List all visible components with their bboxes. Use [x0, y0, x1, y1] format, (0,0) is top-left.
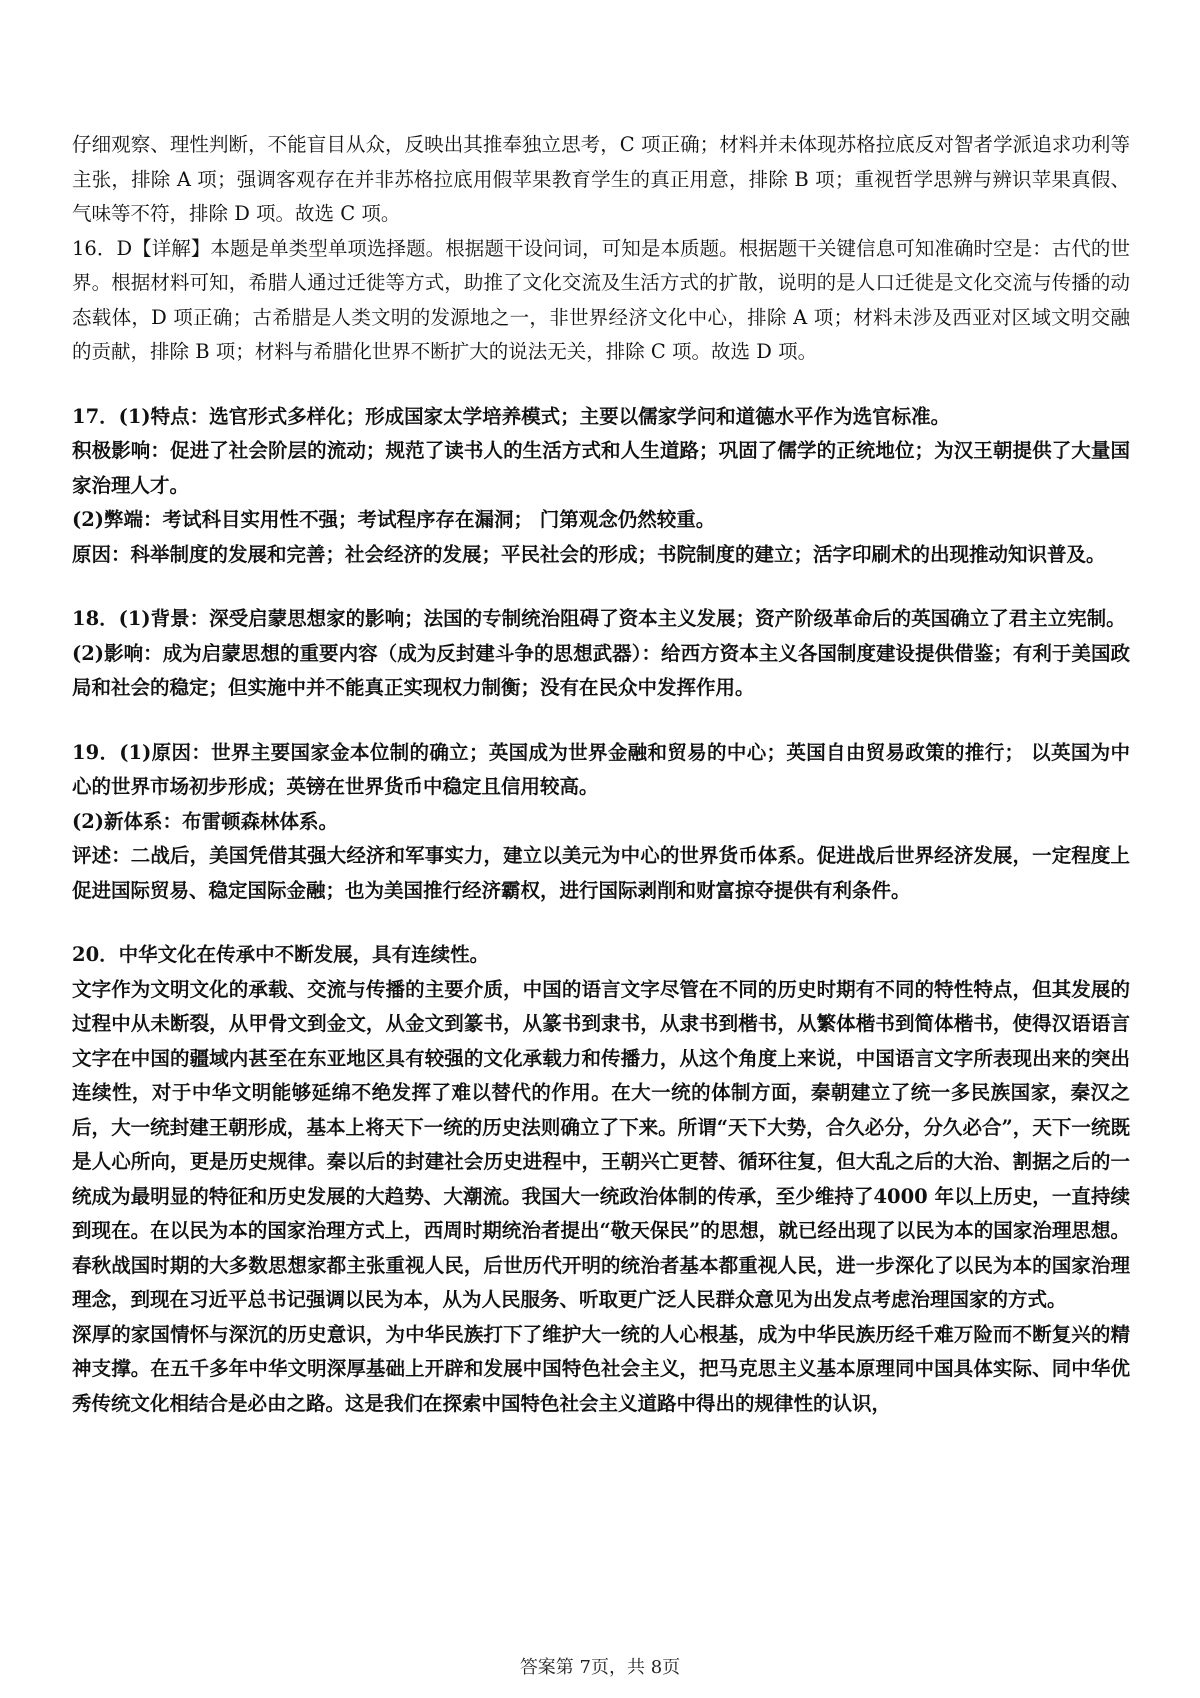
- section-gap: [72, 706, 1130, 736]
- q18-part2-impact: (2)影响：成为启蒙思想的重要内容（成为反封建斗争的思想武器）：给西方资本主义各国制度建设提供借鉴；有利于美国政局和社会的稳定；但实施中并不能真正实现权力制衡；没有在民众中发挥作用。: [72, 641, 1130, 699]
- q19-part2-new-system: (2)新体系：布雷顿森林体系。: [72, 809, 339, 833]
- q20-conclusion: 深厚的家国情怀与深沉的历史意识，为中华民族打下了维护大一统的人心根基，成为中华民族历经千难万险而不断复兴的精神支撑。在五千多年中华文明深厚基础上开辟和发展中国特色社会主义，把马克思主义基本原理同中国具体实际、同中华优秀传统文化相结合是必由之路。这是我们在探索中国特色社会主义道路中得出的规律性的认识，: [72, 1322, 1130, 1415]
- q16-answer: 16．D【详解】本题是单类型单项选择题。根据题干设问词，可知是本质题。根据题干关键信息可知准确时空是：古代的世界。根据材料可知，希腊人通过迁徙等方式，助推了文化交流及生活方式的扩散，说明的是人口迁徙是文化交流与传播的动态载体，D 项正确；古希腊是人类文明的发源地之一，非世界经济文化中心，排除 A 项；材料未涉及西亚对区域文明交融的贡献，排除 B 项；材料与希腊化世界不断扩大的说法无关，排除 C 项。故选 D 项。: [72, 236, 1130, 363]
- section-gap: [72, 370, 1130, 400]
- q19-part2-comment: 评述：二战后，美国凭借其强大经济和军事实力，建立以美元为中心的世界货币体系。促进战后世界经济发展，一定程度上促进国际贸易、稳定国际金融；也为美国推行经济霸权，进行国际剥削和财富掠夺提供有利条件。: [72, 844, 1130, 902]
- answer-page-body: [72, 128, 1130, 1421]
- q15-answer-continued: 仔细观察、理性判断，不能盲目从众，反映出其推奉独立思考，C 项正确；材料并未体现苏格拉底反对智者学派追求功利等主张，排除 A 项；强调客观存在并非苏格拉底用假苹果教育学生的真正用意，排除 B 项；重视哲学思辨与辨识苹果真假、气味等不符，排除 D 项。故选 C 项。: [72, 133, 1130, 225]
- q17-part2-drawbacks: (2)弊端：考试科目实用性不强；考试程序存在漏洞； 门第观念仍然较重。: [72, 508, 716, 531]
- section-gap: [72, 908, 1130, 938]
- page-footer: 答案第 7页，共 8页: [519, 1657, 681, 1678]
- q19-part1-reasons: 19．(1)原因：世界主要国家金本位制的确立；英国成为世界金融和贸易的中心；英国自由贸易政策的推行； 以英国为中心的世界市场初步形成；英镑在世界货币中稳定且信用较高。: [72, 740, 1130, 798]
- q20-thesis: 20．中华文化在传承中不断发展，具有连续性。: [72, 943, 490, 966]
- q17-part1-features: 17．(1)特点：选官形式多样化；形成国家太学培养模式；主要以儒家学问和道德水平作为选官标准。: [72, 404, 951, 428]
- q17-part1-impact: 积极影响：促进了社会阶层的流动；规范了读书人的生活方式和人生道路；巩固了儒学的正统地位；为汉王朝提供了大量国家治理人才。: [72, 439, 1130, 497]
- q20-argument: 文字作为文明文化的承载、交流与传播的主要介质，中国的语言文字尽管在不同的历史时期有不同的特性特点，但其发展的过程中从未断裂，从甲骨文到金文，从金文到篆书，从篆书到隶书，从隶书到楷书，从繁体楷书到简体楷书，使得汉语语言文字在中国的疆域内甚至在东亚地区具有较强的文化承载力和传播力，从这个角度上来说，中国语言文字所表现出来的突出连续性，对于中华文明能够延绵不绝发挥了难以替代的作用。在大一统的体制方面，秦朝建立了统一多民族国家，秦汉之后，大一统封建王朝形成，基本上将天下一统的历史法则确立了下来。所谓“天下大势，合久必分，分久必合”，天下一统既是人心所向，更是历史规律。秦以后的封建社会历史进程中，王朝兴亡更替、循环往复，但大乱之后的大治、割据之后的一统成为最明显的特征和历史发展的大趋势、大潮流。我国大一统政治体制的传承，至少维持了4000 年以上历史，一直持续到现在。在以民为本的国家治理方式上，西周时期统治者提出“敬天保民”的思想，就已经出现了以民为本的国家治理思想。春秋战国时期的大多数思想家都主张重视人民，后世历代开明的统治者基本都重视人民，进一步深化了以民为本的国家治理理念，到现在习近平总书记强调以民为本，从为人民服务、听取更广泛人民群众意见为出发点考虑治理国家的方式。: [72, 977, 1130, 1311]
- q18-part1-background: 18．(1)背景：深受启蒙思想家的影响；法国的专制统治阻碍了资本主义发展；资产阶级革命后的英国确立了君主立宪制。: [72, 607, 1126, 630]
- q17-part2-reasons: 原因：科举制度的发展和完善；社会经济的发展；平民社会的形成；书院制度的建立；活字印刷术的出现推动知识普及。: [72, 542, 1106, 566]
- section-gap: [72, 572, 1130, 602]
